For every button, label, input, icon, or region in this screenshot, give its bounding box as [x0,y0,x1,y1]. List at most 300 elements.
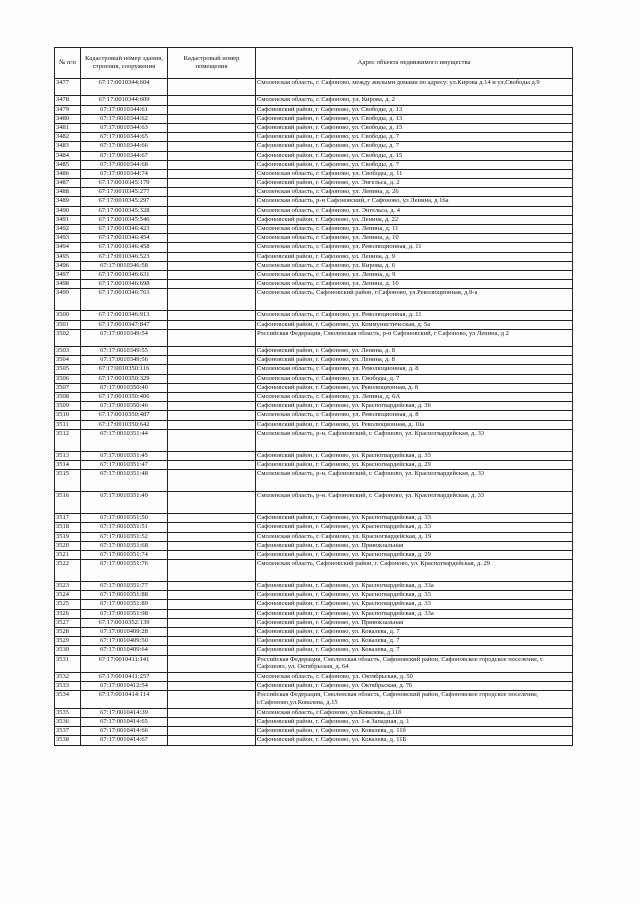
property-address: Российская Федерация, Смоленская область, Сафоновский район, Сафоновское городское поселение, г. Сафоново, ул. Октябрьская, д. 64 [256,655,573,672]
room-cadastral-number [168,188,256,197]
property-address: Смоленская область, г. Сафоново, ул. Ленина, д. 26 [256,188,573,197]
table-row [55,532,573,541]
row-number: 3533 [55,682,81,691]
table-row [55,356,573,365]
property-address: Сафоновский район, г. Сафоново, ул. Красногвардейская, д. 33 [256,451,573,460]
row-number: 3528 [55,628,81,637]
property-address: Сафоновский район, г. Сафоново, ул. Свободы, д. 7 [256,133,573,142]
room-cadastral-number [168,541,256,550]
property-address: Сафоновский район, г. Сафоново, ул. Ленина, д. 8 [256,347,573,356]
cadastral-number: 67:17:0010345:546 [81,215,168,224]
cadastral-number: 67:17:0010344:74 [81,169,168,178]
cadastral-number: 67:17:0010351:76 [81,560,168,582]
property-address: Сафоновский район, г. Сафоново, ул. Привокзальная [256,541,573,550]
room-cadastral-number [168,429,256,451]
table-row [55,429,573,451]
cadastral-number: 67:17:0010351:77 [81,582,168,591]
table-row [55,550,573,559]
table-row [55,215,573,224]
property-address: Смоленская область, г. Сафоново, ул. Ленина, д. 11 [256,225,573,234]
row-number: 3503 [55,347,81,356]
header-cadastral-room: Кадастровый номер помещения [168,48,256,79]
property-address: Сафоновский район, г. Сафоново, ул. Свободы, д. 15 [256,123,573,132]
property-address: Сафоновский район, г. Сафоново, ул. 1-я Западная, д. 1 [256,717,573,726]
row-number: 3492 [55,225,81,234]
room-cadastral-number [168,514,256,523]
room-cadastral-number [168,637,256,646]
row-number: 3530 [55,646,81,655]
property-address: Смоленская область, г. Сафоново, ул. Кирова, д. 2 [256,96,573,105]
cadastral-number: 67:17:0010346:454 [81,234,168,243]
row-number: 3500 [55,311,81,320]
table-row [55,234,573,243]
cadastral-number: 67:17:0010414:67 [81,736,168,745]
table-row [55,270,573,279]
table-row [55,541,573,550]
room-cadastral-number [168,374,256,383]
row-number: 3531 [55,655,81,672]
table-row [55,252,573,261]
cadastral-number: 67:17:0010351:44 [81,429,168,451]
room-cadastral-number [168,206,256,215]
room-cadastral-number [168,270,256,279]
cadastral-number: 67:17:0010349:55 [81,347,168,356]
row-number: 3508 [55,393,81,402]
row-number: 3481 [55,123,81,132]
row-number: 3483 [55,142,81,151]
table-row [55,727,573,736]
room-cadastral-number [168,234,256,243]
property-address: Российская Федерация, Смоленская область, Сафоновский район, Сафоновское городское поселение, г.Сафоново,ул.Ковалева, д.15 [256,691,573,708]
cadastral-number: 67:17:0010351:98 [81,609,168,618]
property-address: Смоленская область, р-н. Сафоновский, г. Сафоново, ул. Красногвардейская, д. 33 [256,492,573,514]
property-address: Смоленская область, Сафоновский район, г.Сафоново, ул.Революционная, д.9-а [256,289,573,311]
property-address: Смоленская область, г. Сафоново, ул. Ленина, д. 10 [256,234,573,243]
cadastral-number: 67:17:0010345:328 [81,206,168,215]
table-row [55,736,573,745]
table-row [55,600,573,609]
cadastral-number: 67:17:0010350:642 [81,420,168,429]
room-cadastral-number [168,451,256,460]
cadastral-number: 67:17:0010350:40 [81,383,168,392]
room-cadastral-number [168,105,256,114]
table-row [55,383,573,392]
table-row [55,609,573,618]
table-row [55,637,573,646]
room-cadastral-number [168,492,256,514]
row-number: 3517 [55,514,81,523]
room-cadastral-number [168,197,256,206]
table-row [55,169,573,178]
cadastral-number: 67:17:0010414:66 [81,727,168,736]
room-cadastral-number [168,160,256,169]
cadastral-number: 67:17:0010346:458 [81,243,168,252]
property-address: Российская Федерация, Смоленская область, р-н Сафоновский, г Сафоново, ул Ленина, д 2 [256,329,573,346]
table-row [55,197,573,206]
cadastral-number: 67:17:0010350:487 [81,411,168,420]
table-row [55,411,573,420]
cadastral-number: 67:17:0010349:56 [81,356,168,365]
room-cadastral-number [168,672,256,681]
room-cadastral-number [168,717,256,726]
row-number: 3482 [55,133,81,142]
room-cadastral-number [168,402,256,411]
property-address: Сафоновский район, г. Сафоново, ул. Свободы, д. 15 [256,151,573,160]
row-number: 3536 [55,717,81,726]
property-address: Сафоновский район, г. Сафоново, ул. Свободы, д. 13 [256,105,573,114]
room-cadastral-number [168,329,256,346]
property-address: Смоленская область, р-н Сафоновский, г Сафоново, ул Ленина, д 16а [256,197,573,206]
cadastral-number: 67:17:0010352:139 [81,618,168,627]
room-cadastral-number [168,225,256,234]
table-row [55,582,573,591]
room-cadastral-number [168,243,256,252]
property-address: Смоленская область, г. Сафоново, ул. Энгельса, д. 4 [256,206,573,215]
property-address: Сафоновский район, г. Сафоново, ул. Красногвардейская, д. 33а [256,609,573,618]
table-row [55,591,573,600]
cadastral-number: 67:17:0010344:62 [81,114,168,123]
property-address: Смоленская область, г. Сафоново, между жилыми домами по адресу: ул.Кирова д.14 и ул.Свободы д.9 [256,79,573,96]
room-cadastral-number [168,311,256,320]
table-row [55,179,573,188]
property-address: Смоленская область, г. Сафоново, ул. Революционная, д. 11 [256,311,573,320]
cadastral-number: 67:17:0010350:46 [81,402,168,411]
table-row [55,151,573,160]
table-row [55,708,573,717]
row-number: 3499 [55,289,81,311]
row-number: 3493 [55,234,81,243]
table-row [55,96,573,105]
room-cadastral-number [168,215,256,224]
table-row [55,320,573,329]
row-number: 3506 [55,374,81,383]
cadastral-number: 67:17:0010345:179 [81,179,168,188]
property-register-table [54,47,573,746]
property-address: Смоленская область, р-н. Сафоновский, г. Сафоново, ул. Красногвардейская, д. 33 [256,470,573,492]
room-cadastral-number [168,691,256,708]
cadastral-number: 67:17:0010414:39 [81,708,168,717]
table-row [55,618,573,627]
room-cadastral-number [168,550,256,559]
cadastral-number: 67:17:0010351:74 [81,550,168,559]
row-number: 3537 [55,727,81,736]
property-address: Сафоновский район, г. Сафоново, ул. Красногвардейская, д. 33 [256,600,573,609]
cadastral-number: 67:17:0010409:64 [81,646,168,655]
room-cadastral-number [168,96,256,105]
property-address: Сафоновский район, г. Сафоново, ул. Революционная, д. 8 [256,383,573,392]
property-address: Смоленская область, г. Сафоново, ул. Октябрьская, д. 50 [256,672,573,681]
property-address: Сафоновский район, г. Сафоново, ул. Свободы, д. 13 [256,114,573,123]
row-number: 3532 [55,672,81,681]
table-row [55,280,573,289]
property-address: Сафоновский район, г. Сафоново, ул. Красногвардейская, д. 29 [256,460,573,469]
row-number: 3491 [55,215,81,224]
table-row [55,347,573,356]
cadastral-number: 67:17:0010351:45 [81,451,168,460]
row-number: 3538 [55,736,81,745]
property-address: Смоленская область, г. Сафоново, ул. Свободы, д. 7 [256,374,573,383]
table-row [55,160,573,169]
table-row [55,682,573,691]
table-row [55,470,573,492]
table-row [55,655,573,672]
cadastral-number: 67:17:0010351:68 [81,541,168,550]
property-address: Смоленская область, Сафоновский район, г. Сафоново, ул. Красногвардейская, д. 29 [256,560,573,582]
room-cadastral-number [168,727,256,736]
cadastral-number: 67:17:0010414:65 [81,717,168,726]
property-address: Смоленская область, г. Сафоново, ул. Ленина, д. 10 [256,280,573,289]
table-row [55,374,573,383]
property-address: Сафоновский район, г. Сафоново, ул. Ленина, д. 9 [256,252,573,261]
cadastral-number: 67:17:0010344:66 [81,142,168,151]
row-number: 3488 [55,188,81,197]
row-number: 3521 [55,550,81,559]
room-cadastral-number [168,736,256,745]
room-cadastral-number [168,600,256,609]
room-cadastral-number [168,655,256,672]
cadastral-number: 67:17:0010351:52 [81,532,168,541]
cadastral-number: 67:17:0010351:50 [81,514,168,523]
property-address: Сафоновский район, г. Сафоново, ул. Красногвардейская, д. 33а [256,582,573,591]
row-number: 3502 [55,329,81,346]
row-number: 3514 [55,460,81,469]
room-cadastral-number [168,123,256,132]
room-cadastral-number [168,560,256,582]
row-number: 3519 [55,532,81,541]
row-number: 3515 [55,470,81,492]
table-row [55,514,573,523]
row-number: 3484 [55,151,81,160]
header-num: № п/п [55,48,81,79]
room-cadastral-number [168,682,256,691]
cadastral-number: 67:17:0010412:54 [81,682,168,691]
room-cadastral-number [168,280,256,289]
property-address: Сафоновский район, г. Сафоново, ул. Свободы, д. 7 [256,160,573,169]
row-number: 3510 [55,411,81,420]
room-cadastral-number [168,523,256,532]
property-address: Смоленская область, г. Сафоново, ул. Ленина, д. 9 [256,270,573,279]
room-cadastral-number [168,470,256,492]
property-address: Сафоновский район, г. Сафоново, ул. Ковалева, д. 7 [256,637,573,646]
property-address: Смоленская область, г. Сафоново, ул. Кирова, д. 6 [256,261,573,270]
property-address: Сафоновский район, г. Сафоново, ул. Ленина, д. 22 [256,215,573,224]
row-number: 3505 [55,365,81,374]
row-number: 3512 [55,429,81,451]
property-address: Сафоновский район, г. Сафоново, ул. Красногвардейская, д. 36 [256,402,573,411]
property-address: Сафоновский район, г. Сафоново, ул. Привокзальная [256,618,573,627]
table-row [55,560,573,582]
cadastral-number: 67:17:0010345:297 [81,197,168,206]
row-number: 3478 [55,96,81,105]
room-cadastral-number [168,151,256,160]
room-cadastral-number [168,646,256,655]
cadastral-number: 67:17:0010345:277 [81,188,168,197]
row-number: 3497 [55,270,81,279]
room-cadastral-number [168,79,256,96]
table-row [55,717,573,726]
cadastral-number: 67:17:0010351:88 [81,591,168,600]
cadastral-number: 67:17:0010344:68 [81,160,168,169]
cadastral-number: 67:17:0010411:141 [81,655,168,672]
property-address: Сафоновский район, г. Сафоново, ул. Свободы, д. 7 [256,142,573,151]
row-number: 3496 [55,261,81,270]
property-address: Сафоновский район, г. Сафоново, ул. Красногвардейская, д. 29 [256,550,573,559]
room-cadastral-number [168,591,256,600]
table-row [55,672,573,681]
room-cadastral-number [168,618,256,627]
cadastral-number: 67:17:0010414:114 [81,691,168,708]
row-number: 3489 [55,197,81,206]
table-row [55,261,573,270]
row-number: 3525 [55,600,81,609]
row-number: 3526 [55,609,81,618]
row-number: 3509 [55,402,81,411]
room-cadastral-number [168,383,256,392]
table-row [55,133,573,142]
row-number: 3479 [55,105,81,114]
table-body [55,79,573,746]
property-address: Сафоновский район, г. Сафоново, ул. Красногвардейская, д. 33 [256,514,573,523]
cadastral-number: 67:17:0010346:423 [81,225,168,234]
cadastral-number: 67:17:0010409:28 [81,628,168,637]
row-number: 3504 [55,356,81,365]
room-cadastral-number [168,289,256,311]
cadastral-number: 67:17:0010351:89 [81,600,168,609]
cadastral-number: 67:17:0010351:49 [81,492,168,514]
row-number: 3535 [55,708,81,717]
header-cadastral-building: Кадастровый номер здания, строения, сооружения [81,48,168,79]
property-address: Смоленская область, г.Сафоново, ул.Ковалева, д.11б [256,708,573,717]
row-number: 3490 [55,206,81,215]
room-cadastral-number [168,609,256,618]
property-address: Смоленская область, г. Сафоново, ул. Ленина, д. 6А [256,393,573,402]
cadastral-number: 67:17:0010351:48 [81,470,168,492]
row-number: 3534 [55,691,81,708]
row-number: 3527 [55,618,81,627]
table-row [55,365,573,374]
property-address: Смоленская область, г. Сафоново, ул. Красногвардейская, д. 19 [256,532,573,541]
cadastral-number: 67:17:0010344:609 [81,96,168,105]
row-number: 3494 [55,243,81,252]
row-number: 3520 [55,541,81,550]
table-row [55,206,573,215]
row-number: 3523 [55,582,81,591]
property-address: Смоленская область, г. Сафоново, ул. Революционная, д. 11 [256,243,573,252]
room-cadastral-number [168,114,256,123]
room-cadastral-number [168,320,256,329]
row-number: 3511 [55,420,81,429]
row-number: 3487 [55,179,81,188]
table-row [55,420,573,429]
cadastral-number: 67:17:0010350:329 [81,374,168,383]
room-cadastral-number [168,179,256,188]
property-address: Сафоновский район, г. Сафоново, ул. Ковалева, д. 11б [256,727,573,736]
cadastral-number: 67:17:0010346:631 [81,270,168,279]
table-row [55,188,573,197]
room-cadastral-number [168,628,256,637]
property-address: Сафоновский район, г. Сафоново, ул. Ковалева, д. 7 [256,646,573,655]
cadastral-number: 67:17:0010351:51 [81,523,168,532]
room-cadastral-number [168,169,256,178]
table-row [55,460,573,469]
room-cadastral-number [168,347,256,356]
row-number: 3495 [55,252,81,261]
room-cadastral-number [168,420,256,429]
table-row [55,225,573,234]
room-cadastral-number [168,411,256,420]
table-row [55,123,573,132]
row-number: 3498 [55,280,81,289]
table-row [55,646,573,655]
room-cadastral-number [168,365,256,374]
property-address: Смоленская область, р-н. Сафоновский, г. Сафоново, ул. Красногвардейская, д. 33 [256,429,573,451]
property-address: Смоленская область, г. Сафоново, ул. Свободы, д. 11 [256,169,573,178]
room-cadastral-number [168,142,256,151]
table-row [55,523,573,532]
cadastral-number: 67:17:0010346:913 [81,311,168,320]
row-number: 3477 [55,79,81,96]
header-address: Адрес объекта недвижимого имущества [256,48,573,79]
property-address: Сафоновский район, г. Сафоново, ул. Ковалева, д. 11Б [256,736,573,745]
property-address: Сафоновский район, г. Сафоново, ул. Энгельса, д. 2 [256,179,573,188]
property-address: Сафоновский район, г. Сафоново, ул. Революционная, д. 10а [256,420,573,429]
room-cadastral-number [168,460,256,469]
cadastral-number: 67:17:0010409:50 [81,637,168,646]
row-number: 3529 [55,637,81,646]
table-row [55,393,573,402]
cadastral-number: 67:17:0010350:116 [81,365,168,374]
table-row [55,243,573,252]
cadastral-number: 67:17:0010344:604 [81,79,168,96]
room-cadastral-number [168,356,256,365]
table-row [55,105,573,114]
row-number: 3516 [55,492,81,514]
room-cadastral-number [168,252,256,261]
cadastral-number: 67:17:0010344:63 [81,123,168,132]
table-row [55,79,573,96]
table-row [55,329,573,346]
table-row [55,628,573,637]
table-header-row [55,48,573,79]
property-address: Сафоновский район, г. Сафоново, ул. Красногвардейская, д. 33 [256,591,573,600]
cadastral-number: 67:17:0010350:406 [81,393,168,402]
row-number: 3486 [55,169,81,178]
row-number: 3507 [55,383,81,392]
row-number: 3485 [55,160,81,169]
table-row [55,691,573,708]
property-address: Сафоновский район, г. Сафоново, ул. Октябрьская, д. 76 [256,682,573,691]
cadastral-number: 67:17:0010349:54 [81,329,168,346]
table-row [55,311,573,320]
table-row [55,142,573,151]
room-cadastral-number [168,393,256,402]
row-number: 3513 [55,451,81,460]
row-number: 3480 [55,114,81,123]
property-address: Смоленская область, г. Сафоново, ул. Революционная, д. 8 [256,365,573,374]
cadastral-number: 67:17:0010411:257 [81,672,168,681]
cadastral-number: 67:17:0010344:61 [81,105,168,114]
property-address: Сафоновский район, г. Сафоново, ул. Ковалева, д. 7 [256,628,573,637]
property-address: Смоленская область, г. Сафоново, ул. Революционная, д. 8 [256,411,573,420]
table-row [55,492,573,514]
cadastral-number: 67:17:0010346:58 [81,261,168,270]
row-number: 3522 [55,560,81,582]
room-cadastral-number [168,708,256,717]
cadastral-number: 67:17:0010351:47 [81,460,168,469]
table-row [55,114,573,123]
table-row [55,402,573,411]
cadastral-number: 67:17:0010346:523 [81,252,168,261]
